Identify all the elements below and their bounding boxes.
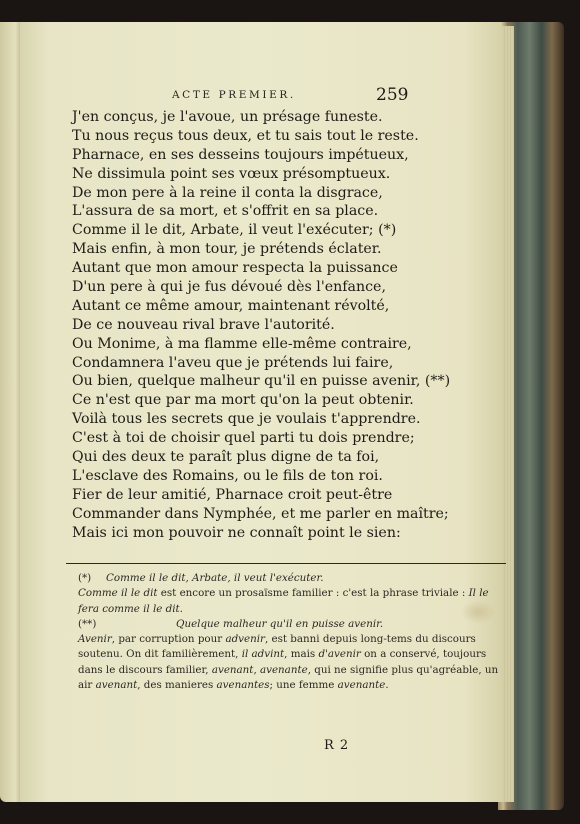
- signature-mark: R 2: [324, 738, 350, 753]
- verse-line: J'en conçus, je l'avoue, un présage funeste.: [72, 109, 383, 125]
- verse-line: Mais ici mon pouvoir ne connaît point le sien:: [72, 524, 401, 541]
- footnote-text: , qui ne signifie plus qu'agréable, un air: [78, 663, 499, 692]
- footnote-term: avenante: [260, 663, 308, 676]
- footnote-term: avenant: [211, 663, 254, 676]
- footnote-text: est encore un prosaïsme familier : c'est la phrase triviale :: [157, 587, 469, 600]
- footnote-text: , par corruption pour: [111, 633, 226, 646]
- footnote-text: ,: [253, 663, 260, 676]
- footnote-term: Comme il le dit: [78, 587, 158, 600]
- verse-line: Comme il le dit, Arbate, il veut l'exécuter; (*): [72, 222, 397, 239]
- footnote-term: Avenir: [78, 633, 112, 646]
- footnote-term: avenante: [337, 679, 386, 692]
- footnote-marker: (*): [78, 572, 92, 584]
- footnote-2-heading: [64, 617, 508, 632]
- verse-line: L'assura de sa mort, et s'offrit en sa place.: [72, 203, 379, 220]
- verse-line: Tu nous reçus tous deux, et tu sais tout le reste.: [72, 127, 419, 144]
- footnote-rule: [66, 563, 506, 564]
- footnote-term: avenant: [95, 679, 138, 692]
- footnote-term: avenantes: [216, 679, 270, 692]
- verse-line: Autant ce même amour, maintenant révolté,: [72, 297, 390, 314]
- footnote-term: il advint: [241, 648, 285, 661]
- verse-line: Qui des deux te paraît plus digne de ta foi,: [72, 449, 380, 466]
- footnote-1-body: [64, 586, 508, 617]
- footnote-quote: Comme il le dit, Arbate, il veut l'exécuter.: [106, 572, 324, 584]
- verse-line: Voilà tous les secrets que je voulais t'apprendre.: [72, 411, 421, 428]
- verse-line: Pharnace, en ses desseins toujours impétueux,: [72, 146, 409, 163]
- verse-line: Commander dans Nymphée, et me parler en maître;: [72, 505, 449, 522]
- verse-line: De ce nouveau rival brave l'autorité.: [72, 316, 335, 333]
- running-title: ACTE PREMIER.: [172, 89, 296, 101]
- footnote-quote: Quelque malheur qu'il en puisse avenir.: [176, 617, 384, 630]
- footnote-text: , des manieres: [137, 679, 217, 692]
- footnote-1-heading: [64, 571, 508, 586]
- previous-page-edge: [0, 22, 22, 802]
- footnote-text: ; une femme: [269, 679, 338, 692]
- footnote-2-body: [64, 632, 508, 693]
- footnote-text: , mais: [284, 648, 319, 661]
- verse-line: Ou bien, quelque malheur qu'il en puisse avenir, (**): [72, 373, 451, 390]
- footnote-text: , est banni depuis long-tems du discours soutenu. On dit familièrement,: [78, 633, 476, 661]
- footnotes: [64, 571, 508, 693]
- verse-line: L'esclave des Romains, ou le fils de ton roi.: [72, 467, 383, 484]
- verse-line: De mon pere à la reine il conta la disgrace,: [72, 184, 383, 201]
- verse-line: Ou Monime, à ma flamme elle-même contraire,: [72, 335, 412, 352]
- verse-line: Autant que mon amour respecta la puissance: [72, 260, 398, 277]
- footnote-marker: (**): [78, 617, 97, 630]
- verse-line: Ce n'est que par ma mort qu'on la peut obtenir.: [72, 392, 414, 409]
- verse-line: D'un pere à qui je fus dévoué dès l'enfance,: [72, 279, 386, 296]
- footnote-term: d'avenir: [318, 648, 361, 661]
- verse-line: Mais enfin, à mon tour, je prétends éclater.: [72, 241, 382, 258]
- verse-line: Fier de leur amitié, Pharnace croit peut-être: [72, 486, 393, 503]
- footnote-text: on a conservé, toujours dans le discours familier,: [78, 648, 487, 676]
- book-page: [20, 22, 502, 802]
- page-number: 259: [376, 85, 409, 105]
- verse-text: [72, 108, 512, 542]
- verse-line: Ne dissimula point ses vœux présomptueux.: [72, 165, 391, 182]
- paper-stain: [460, 600, 496, 624]
- verse-line: Condamnera l'aveu que je prétends lui faire,: [72, 354, 394, 371]
- verse-line: C'est à toi de choisir quel parti tu dois prendre;: [72, 430, 415, 447]
- footnote-text: .: [385, 679, 389, 692]
- footnote-term: advenir: [225, 633, 265, 646]
- footnote-example: Il le fera comme il le dit.: [78, 587, 489, 615]
